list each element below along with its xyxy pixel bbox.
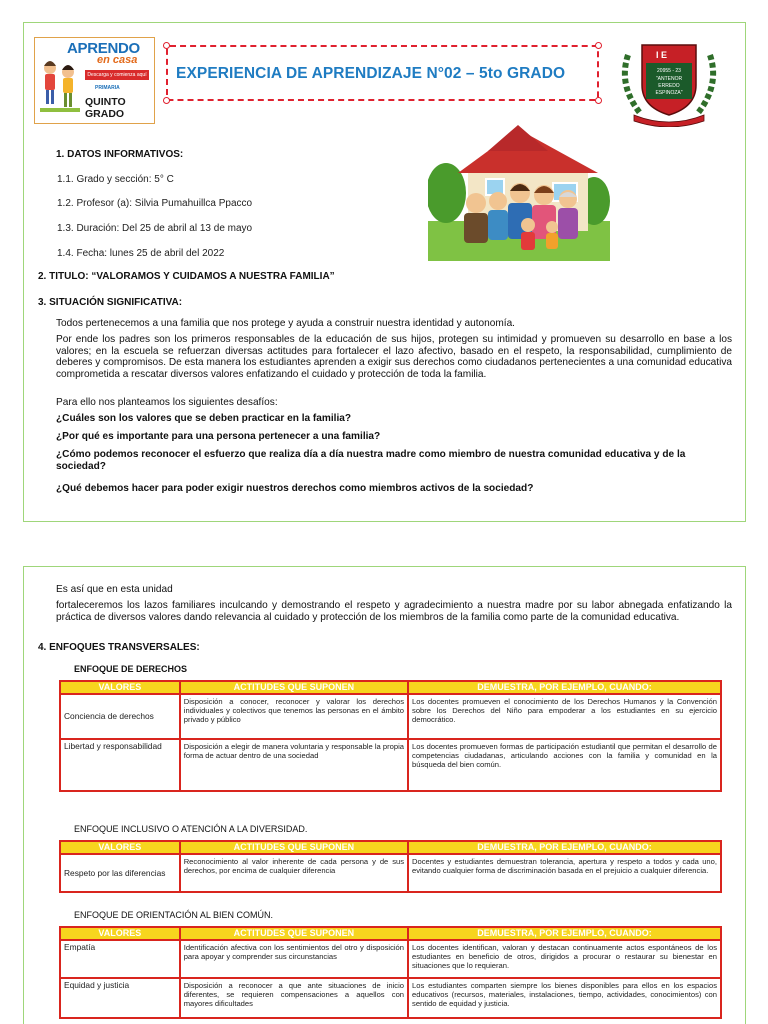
enfoque-title: ENFOQUE DE DERECHOS [74, 664, 188, 674]
challenge-question: ¿Cuáles son los valores que se deben practicar en la familia? [56, 413, 352, 424]
crest-line-4: ESPINOZA" [655, 90, 683, 96]
valor-cell: Empatía [60, 940, 180, 978]
enfoque-table-inclusivo [59, 840, 722, 893]
column-header: DEMUESTRA, POR EJEMPLO, CUANDO: [408, 927, 721, 940]
section-1-heading: 1. DATOS INFORMATIVOS: [56, 149, 184, 160]
column-header: ACTITUDES QUE SUPONEN [180, 927, 408, 940]
corner-ornament-icon [595, 97, 602, 104]
actitud-cell: Disposición a conocer, reconocer y valorar los derechos individuales y colectivos que tenemos las personas en el ámbito privado y público [180, 694, 408, 739]
school-crest-icon [618, 35, 720, 127]
document-title: EXPERIENCIA DE APRENDIZAJE N°02 – 5to GRADO [176, 65, 566, 82]
ejemplo-cell: Los docentes promueven formas de participación estudiantil que permitan el desarrollo de competencias ciudadanas, articulando acciones con la familia y comunidad en la búsqueda del bien común. [408, 739, 721, 791]
info-profesor: 1.2. Profesor (a): Silvia Pumahuillca Ppacco [57, 198, 253, 209]
table-row [60, 854, 721, 892]
actitud-cell: Disposición a elegir de manera voluntaria y responsable la propia forma de actuar dentro de una sociedad [180, 739, 408, 791]
situacion-paragraph-3: Para ello nos planteamos los siguientes desafíos: [56, 397, 278, 408]
aprendo-en-casa-logo [34, 37, 155, 124]
column-header: ACTITUDES QUE SUPONEN [180, 681, 408, 694]
info-fecha: 1.4. Fecha: lunes 25 de abril del 2022 [57, 248, 225, 259]
logo-level: PRIMARIA [95, 85, 120, 91]
table-header-row [60, 841, 721, 854]
ejemplo-cell: Los docentes promueven el conocimiento de los Derechos Humanos y la Convención sobre los Derechos del Niño para empoderar a los estudiantes en su ejercicio democrático. [408, 694, 721, 739]
situacion-paragraph-2: Por ende los padres son los primeros responsables de la educación de sus hijos, protegen su intimidad y promueven su desarrollo en base a los valores; en la escuela se refuerzan diversas actitudes para fortalecer el lazo afectivo, basado en el respeto, la responsabilidad, cumplimiento de deberes y compromisos. De esta manera los estudiantes aprenden a exigir sus derechos como ciudadanos pertenecientes a una comunidad educativa comprometida a rescatar diversos valores enfatizando el cuidado y protección de toda la familia. [56, 334, 732, 380]
situacion-paragraph-1: Todos pertenecemos a una familia que nos protege y ayuda a construir nuestra identidad y autonomía. [56, 318, 515, 329]
column-header: DEMUESTRA, POR EJEMPLO, CUANDO: [408, 681, 721, 694]
column-header: VALORES [60, 681, 180, 694]
actitud-cell: Reconocimiento al valor inherente de cada persona y de sus derechos, por encima de cualquier diferencia [180, 854, 408, 892]
ejemplo-cell: Los estudiantes comparten siempre los bienes disponibles para ellos en los espacios educativos (recursos, materiales, instalaciones, tiempo, actividades, conocimientos) con sentido de equidad y justicia. [408, 978, 721, 1018]
enfoque-table-derechos [59, 680, 722, 792]
table-row [60, 978, 721, 1018]
unit-intro-line: Es así que en esta unidad [56, 584, 173, 595]
enfoque-title: ENFOQUE DE ORIENTACIÓN AL BIEN COMÚN. [74, 910, 274, 920]
valor-cell: Respeto por las diferencias [60, 854, 180, 892]
logo-banner: Descarga y comienza aquí [85, 70, 149, 80]
logo-brand-sub: en casa [97, 54, 138, 66]
challenge-question: ¿Qué debemos hacer para poder exigir nuestros derechos como miembros activos de la sociedad? [56, 483, 534, 494]
corner-ornament-icon [595, 42, 602, 49]
info-grado: 1.1. Grado y sección: 5° C [57, 174, 174, 185]
column-header: DEMUESTRA, POR EJEMPLO, CUANDO: [408, 841, 721, 854]
family-house-illustration [428, 121, 610, 261]
crest-line-1: 20955 - 23 [657, 68, 681, 74]
children-illustration [38, 54, 82, 122]
table-header-row [60, 681, 721, 694]
info-duracion: 1.3. Duración: Del 25 de abril al 13 de mayo [57, 223, 253, 234]
corner-ornament-icon [163, 42, 170, 49]
table-header-row [60, 927, 721, 940]
valor-cell: Equidad y justicia [60, 978, 180, 1018]
actitud-cell: Disposición a reconocer a que ante situaciones de inicio diferentes, se requieren compensaciones a aquellos con mayores dificultades [180, 978, 408, 1018]
crest-letters: I E [656, 50, 668, 60]
table-row [60, 940, 721, 978]
valor-cell: Libertad y responsabilidad [60, 739, 180, 791]
valor-cell: Conciencia de derechos [60, 694, 180, 739]
challenge-question: ¿Cómo podemos reconocer el esfuerzo que realiza día a día nuestra madre como miembro de nuestra comunidad educativa y de la sociedad? [56, 449, 686, 472]
ejemplo-cell: Docentes y estudiantes demuestran tolerancia, apertura y respeto a todos y cada uno, evitando cualquier forma de discriminación basada en el prejuicio a cualquier diferencia. [408, 854, 721, 892]
table-row [60, 739, 721, 791]
unit-intro-paragraph: fortaleceremos los lazos familiares inculcando y demostrando el respeto y agradecimiento a nuestra madre por su labor abnegada enfatizando la práctica de diversos valores dando relevancia al cuidado y protección de los miembros de la familia como parte de la comunidad educativa. [56, 600, 732, 623]
logo-grade: QUINTO GRADO [85, 96, 126, 120]
column-header: VALORES [60, 841, 180, 854]
table-row [60, 694, 721, 739]
crest-line-2: "ANTENOR [655, 76, 683, 82]
document-title-box [166, 45, 599, 101]
column-header: VALORES [60, 927, 180, 940]
section-4-heading: 4. ENFOQUES TRANSVERSALES: [38, 642, 200, 653]
enfoque-table-bien-comun [59, 926, 722, 1019]
enfoque-title: ENFOQUE INCLUSIVO O ATENCIÓN A LA DIVERSIDAD. [74, 824, 308, 834]
section-3-heading: 3. SITUACIÓN SIGNIFICATIVA: [38, 297, 183, 308]
document-page-2 [23, 566, 746, 1024]
logo-brand: APRENDO [67, 40, 140, 57]
crest-line-3: ERREDO [658, 83, 680, 89]
section-2-title: 2. TITULO: “VALORAMOS Y CUIDAMOS A NUESTRA FAMILIA” [38, 271, 335, 282]
actitud-cell: Identificación afectiva con los sentimientos del otro y disposición para apoyar y comprender sus circunstancias [180, 940, 408, 978]
column-header: ACTITUDES QUE SUPONEN [180, 841, 408, 854]
corner-ornament-icon [163, 97, 170, 104]
ejemplo-cell: Los docentes identifican, valoran y destacan continuamente actos espontáneos de los estudiantes en beneficio de otros, dirigidos a procurar o restaurar su bienestar en situaciones que lo requieran. [408, 940, 721, 978]
document-page-1 [23, 22, 746, 522]
challenge-question: ¿Por qué es importante para una persona pertenecer a una familia? [56, 431, 381, 442]
